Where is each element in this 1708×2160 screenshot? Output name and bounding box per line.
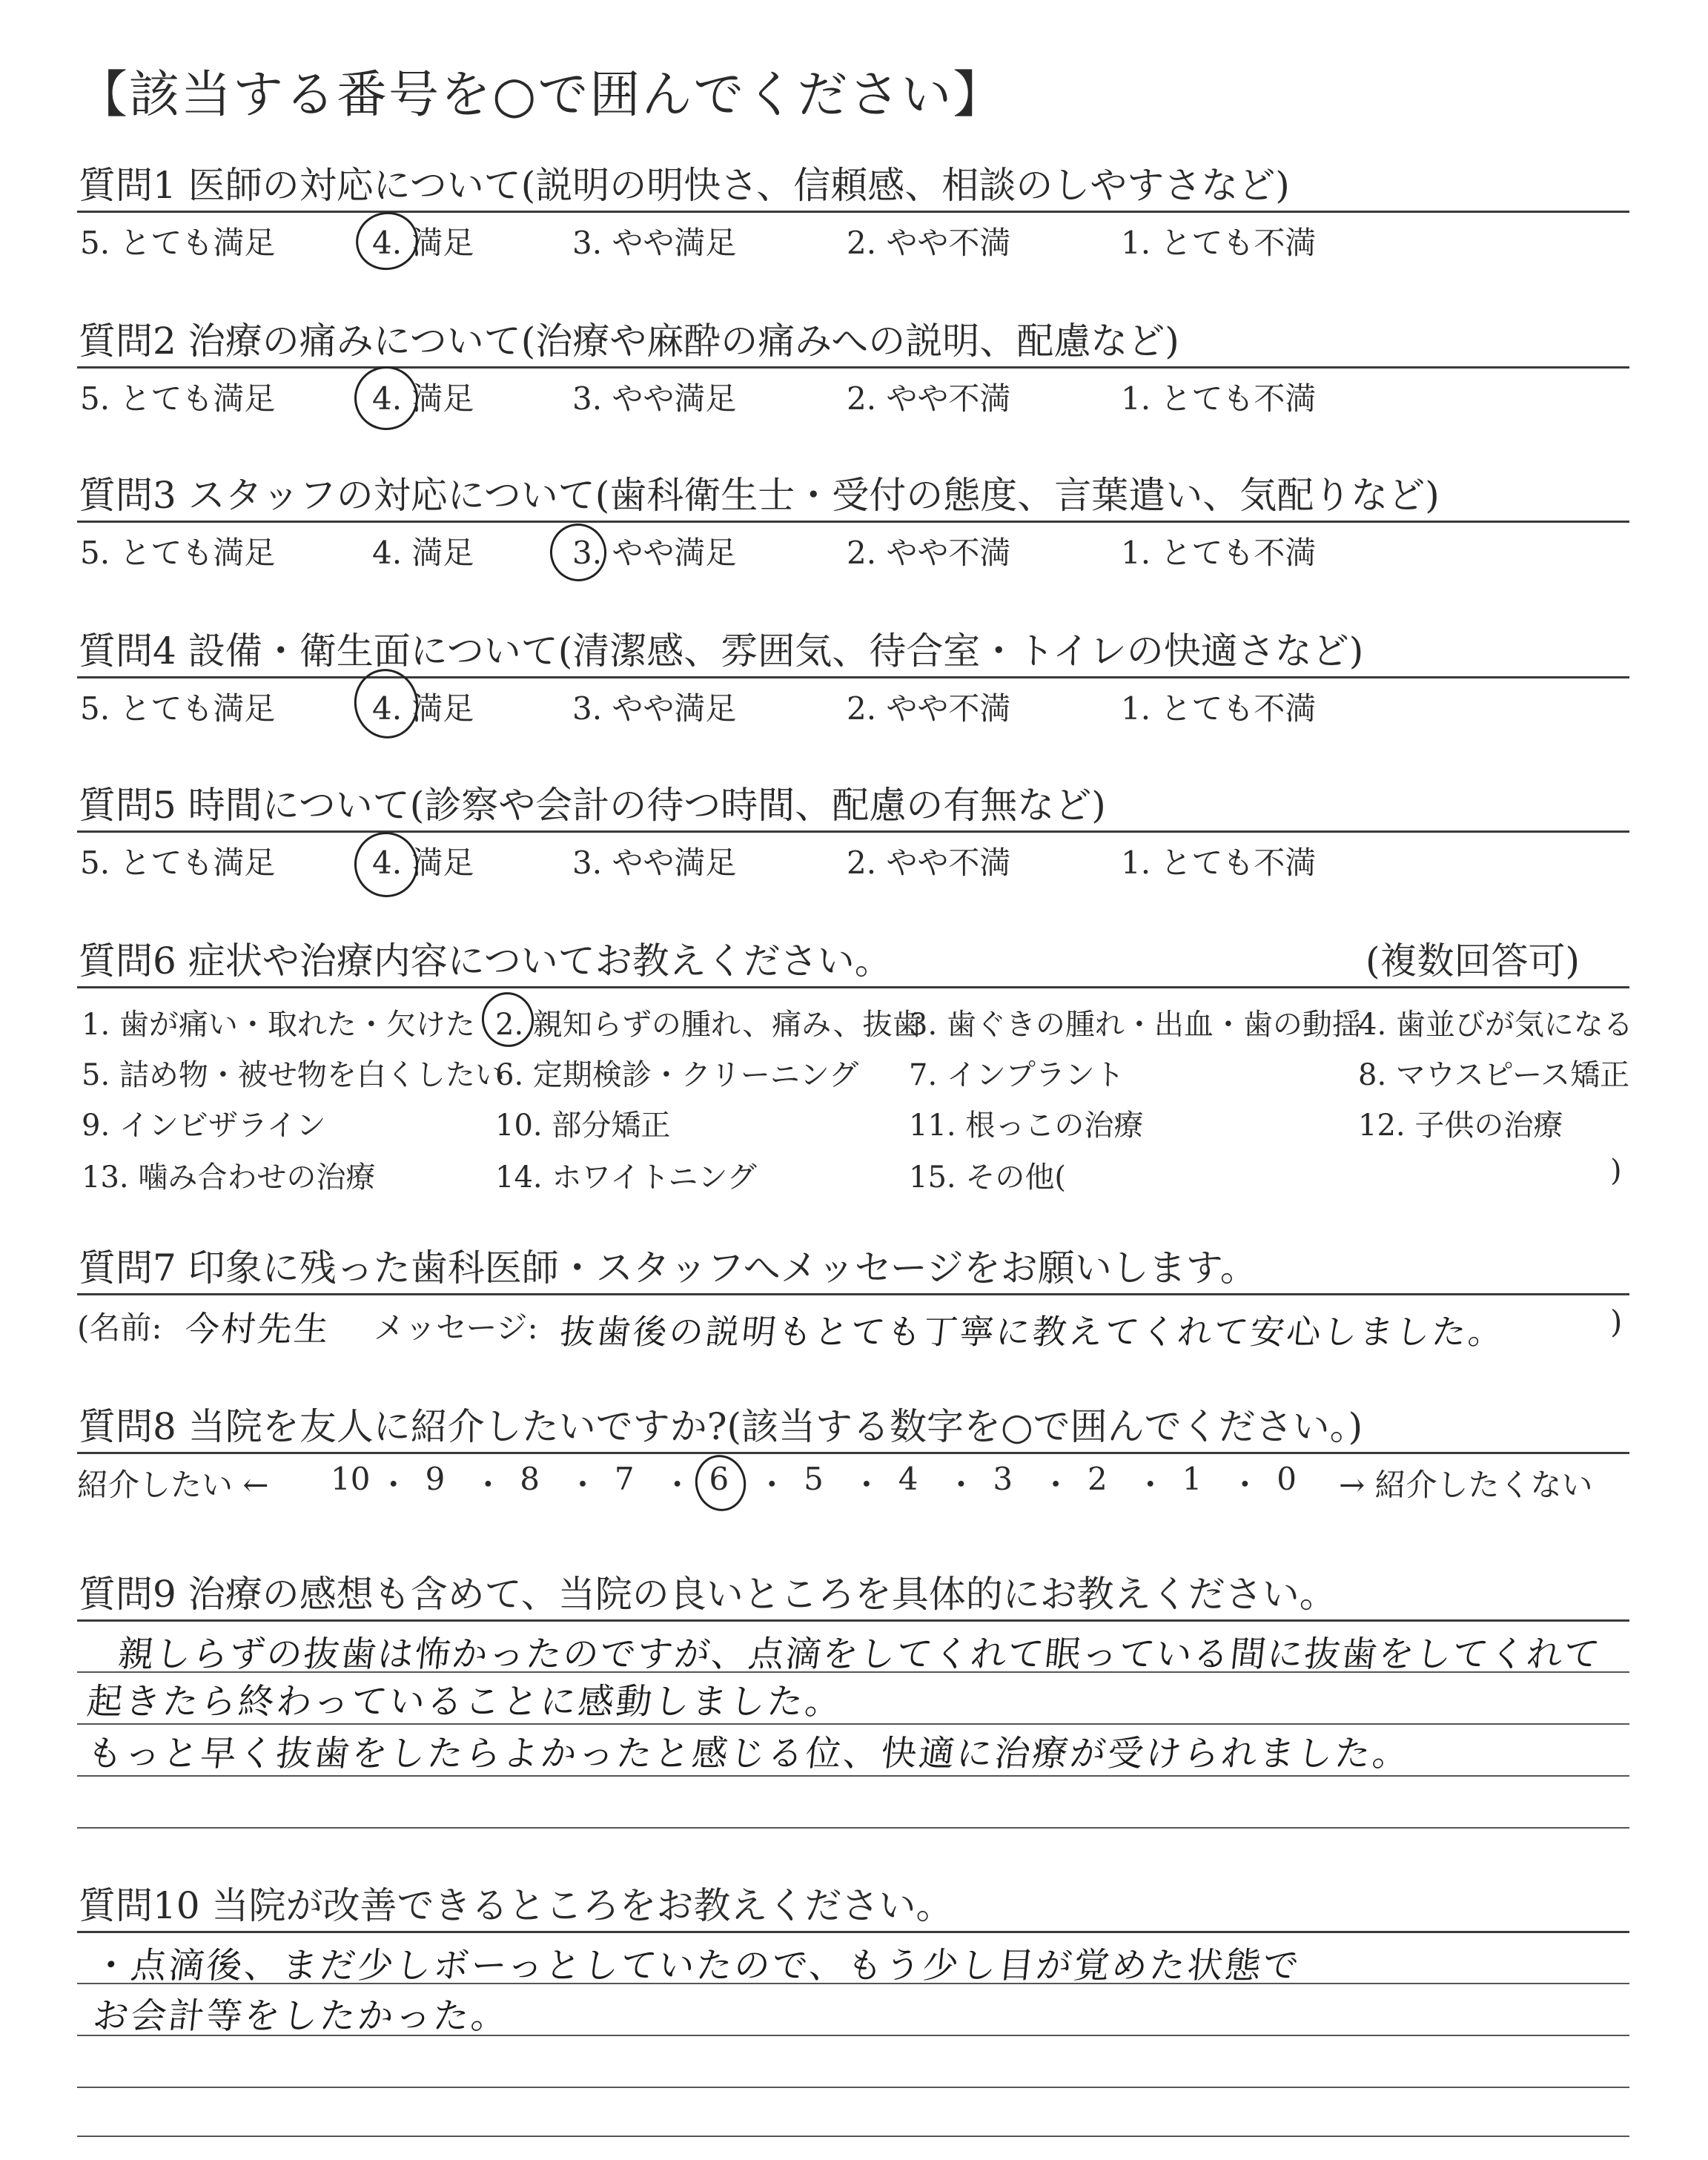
divider	[77, 1452, 1629, 1454]
recommend-score-10[interactable]: 10	[331, 1461, 371, 1497]
question-2-label: 質問2 治療の痛みについて(治療や麻酔の痛みへの説明、配慮など)	[79, 320, 1179, 363]
q6-option-6[interactable]: 6. 定期検診・クリーニング	[495, 1058, 859, 1092]
scale-separator: ・	[756, 1467, 788, 1503]
selection-circle	[348, 663, 425, 744]
selection-circle	[348, 826, 424, 903]
q4-option-1[interactable]: 1. とても不満	[1121, 690, 1317, 727]
q6-option-8[interactable]: 8. マウスピース矯正	[1358, 1058, 1630, 1092]
q6-option-9[interactable]: 9. インビザライン	[82, 1109, 326, 1143]
q5-option-2[interactable]: 2. やや不満	[847, 845, 1011, 881]
divider	[77, 211, 1629, 213]
question-9-label: 質問9 治療の感想も含めて、当院の良いところを具体的にお教えください。	[79, 1573, 1337, 1616]
question-6-label: 質問6 症状や治療内容についてお教えください。	[79, 939, 892, 982]
q6-other-close-paren: )	[1610, 1154, 1622, 1188]
q4-option-5[interactable]: 5. とても満足	[80, 690, 276, 727]
q6-option-14[interactable]: 14. ホワイトニング	[495, 1160, 757, 1195]
question-7-label: 質問7 印象に残った歯科医師・スタッフへメッセージをお願いします。	[79, 1246, 1257, 1289]
recommend-left-label: 紹介したい ←	[77, 1467, 269, 1503]
recommend-score-7[interactable]: 7	[614, 1461, 635, 1497]
q6-option-12[interactable]: 12. 子供の治療	[1358, 1109, 1563, 1143]
q9-answer-line-1: 親しらずの抜歯は怖かったのですが、点滴をしてくれて眠っている間に抜歯をしてくれて	[116, 1634, 1603, 1675]
q4-option-2[interactable]: 2. やや不満	[847, 690, 1011, 727]
selection-circle	[351, 206, 423, 276]
recommend-score-5[interactable]: 5	[804, 1461, 824, 1497]
q5-option-1[interactable]: 1. とても不満	[1121, 845, 1317, 881]
question-8-label: 質問8 当院を友人に紹介したいですか?(該当する数字を○で囲んでください。)	[79, 1405, 1363, 1448]
q3-option-2[interactable]: 2. やや不満	[847, 535, 1011, 571]
divider	[77, 1619, 1629, 1622]
q3-option-5[interactable]: 5. とても満足	[80, 535, 276, 571]
q6-option-5[interactable]: 5. 詰め物・被せ物を白くしたい	[82, 1058, 505, 1092]
divider	[77, 986, 1629, 988]
q5-option-4[interactable]: 4. 満足	[372, 845, 474, 881]
q2-option-3[interactable]: 3. やや満足	[572, 380, 737, 417]
divider	[77, 1931, 1629, 1933]
q1-option-2[interactable]: 2. やや不満	[847, 225, 1011, 261]
q6-option-3[interactable]: 3. 歯ぐきの腫れ・出血・歯の動揺	[909, 1008, 1362, 1042]
recommend-scale	[331, 1461, 1324, 1505]
q3-option-3[interactable]: 3. やや満足	[572, 535, 737, 571]
scale-separator: ・	[377, 1467, 409, 1503]
answer-line	[77, 2087, 1629, 2088]
selection-circle	[348, 360, 424, 436]
q10-answer-line-2: お会計等をしたかった。	[90, 1995, 512, 2037]
q1-option-1[interactable]: 1. とても不満	[1121, 225, 1317, 261]
message-close-paren: )	[1610, 1304, 1623, 1340]
scale-separator: ・	[1040, 1467, 1072, 1503]
divider	[77, 366, 1629, 369]
message-label: メッセージ:	[374, 1309, 538, 1346]
recommend-score-2[interactable]: 2	[1087, 1461, 1108, 1497]
question-1-label: 質問1 医師の対応について(説明の明快さ、信頼感、相談のしやすさなど)	[79, 164, 1290, 207]
scale-separator: ・	[661, 1467, 693, 1503]
scale-separator: ・	[567, 1467, 599, 1503]
q6-option-2[interactable]: 2. 親知らずの腫れ、痛み、抜歯	[495, 1008, 922, 1042]
q1-option-4[interactable]: 4. 満足	[372, 225, 474, 261]
q6-option-4[interactable]: 4. 歯並びが気になる	[1358, 1008, 1633, 1042]
name-handwritten: 今村先生	[182, 1309, 333, 1349]
question-4-label: 質問4 設備・衛生面について(清潔感、雰囲気、待合室・トイレの快適さなど)	[79, 630, 1364, 673]
q3-option-1[interactable]: 1. とても不満	[1121, 535, 1317, 571]
q4-option-3[interactable]: 3. やや満足	[572, 690, 737, 727]
q6-option-7[interactable]: 7. インプラント	[909, 1058, 1125, 1092]
q6-option-11[interactable]: 11. 根っこの治療	[909, 1109, 1144, 1143]
scale-separator: ・	[1229, 1467, 1261, 1503]
q6-option-1[interactable]: 1. 歯が痛い・取れた・欠けた	[82, 1008, 475, 1042]
question-3-label: 質問3 スタッフの対応について(歯科衛生士・受付の態度、言葉遣い、気配りなど)	[79, 474, 1440, 517]
recommend-score-0[interactable]: 0	[1277, 1461, 1297, 1497]
message-handwritten: 抜歯後の説明もとても丁寧に教えてくれて安心しました。	[557, 1312, 1507, 1352]
q1-option-3[interactable]: 3. やや満足	[572, 225, 737, 261]
q2-option-4[interactable]: 4. 満足	[372, 380, 474, 417]
q1-option-5[interactable]: 5. とても満足	[80, 225, 276, 261]
q2-option-2[interactable]: 2. やや不満	[847, 380, 1011, 417]
q10-answer-line-1: ・点滴後、まだ少しボーっとしていたので、もう少し目が覚めた状態で	[90, 1945, 1303, 1986]
scale-separator: ・	[472, 1467, 504, 1503]
recommend-right-label: → 紹介したくない	[1339, 1467, 1593, 1503]
recommend-score-8[interactable]: 8	[520, 1461, 540, 1497]
scale-separator: ・	[850, 1467, 882, 1503]
q2-option-5[interactable]: 5. とても満足	[80, 380, 276, 417]
q5-option-3[interactable]: 3. やや満足	[572, 845, 737, 881]
recommend-score-3[interactable]: 3	[993, 1461, 1013, 1497]
answer-line	[77, 1827, 1629, 1829]
multiple-answer-note: (複数回答可)	[1366, 939, 1580, 982]
divider	[77, 521, 1629, 523]
q2-option-1[interactable]: 1. とても不満	[1121, 380, 1317, 417]
selection-circle	[690, 1450, 751, 1516]
q9-answer-line-3: もっと早く抜歯をしたらよかったと感じる位、快適に治療が受けられました。	[85, 1733, 1413, 1774]
q9-answer-line-2: 起きたら終わっていることに感動しました。	[85, 1681, 846, 1723]
recommend-score-4[interactable]: 4	[898, 1461, 918, 1497]
recommend-score-9[interactable]: 9	[425, 1461, 446, 1497]
divider	[77, 676, 1629, 678]
question-5-label: 質問5 時間について(診察や会計の待つ時間、配慮の有無など)	[79, 784, 1106, 827]
q4-option-4[interactable]: 4. 満足	[372, 690, 474, 727]
q5-option-5[interactable]: 5. とても満足	[80, 845, 276, 881]
recommend-score-6[interactable]: 6	[709, 1461, 729, 1497]
divider	[77, 830, 1629, 833]
scale-separator: ・	[945, 1467, 977, 1503]
q6-option-10[interactable]: 10. 部分矯正	[495, 1109, 671, 1143]
q6-option-13[interactable]: 13. 噛み合わせの治療	[82, 1160, 376, 1195]
divider	[77, 1293, 1629, 1295]
page-title: 【該当する番号を○で囲んでください】	[77, 66, 1005, 125]
q3-option-4[interactable]: 4. 満足	[372, 535, 474, 571]
question-10-label: 質問10 当院が改善できるところをお教えください。	[79, 1884, 953, 1927]
q6-option-15[interactable]: 15. その他(	[909, 1160, 1066, 1195]
name-label: (名前:	[77, 1309, 162, 1346]
scale-separator: ・	[1134, 1467, 1166, 1503]
recommend-score-1[interactable]: 1	[1182, 1461, 1202, 1497]
answer-line	[77, 2136, 1629, 2137]
